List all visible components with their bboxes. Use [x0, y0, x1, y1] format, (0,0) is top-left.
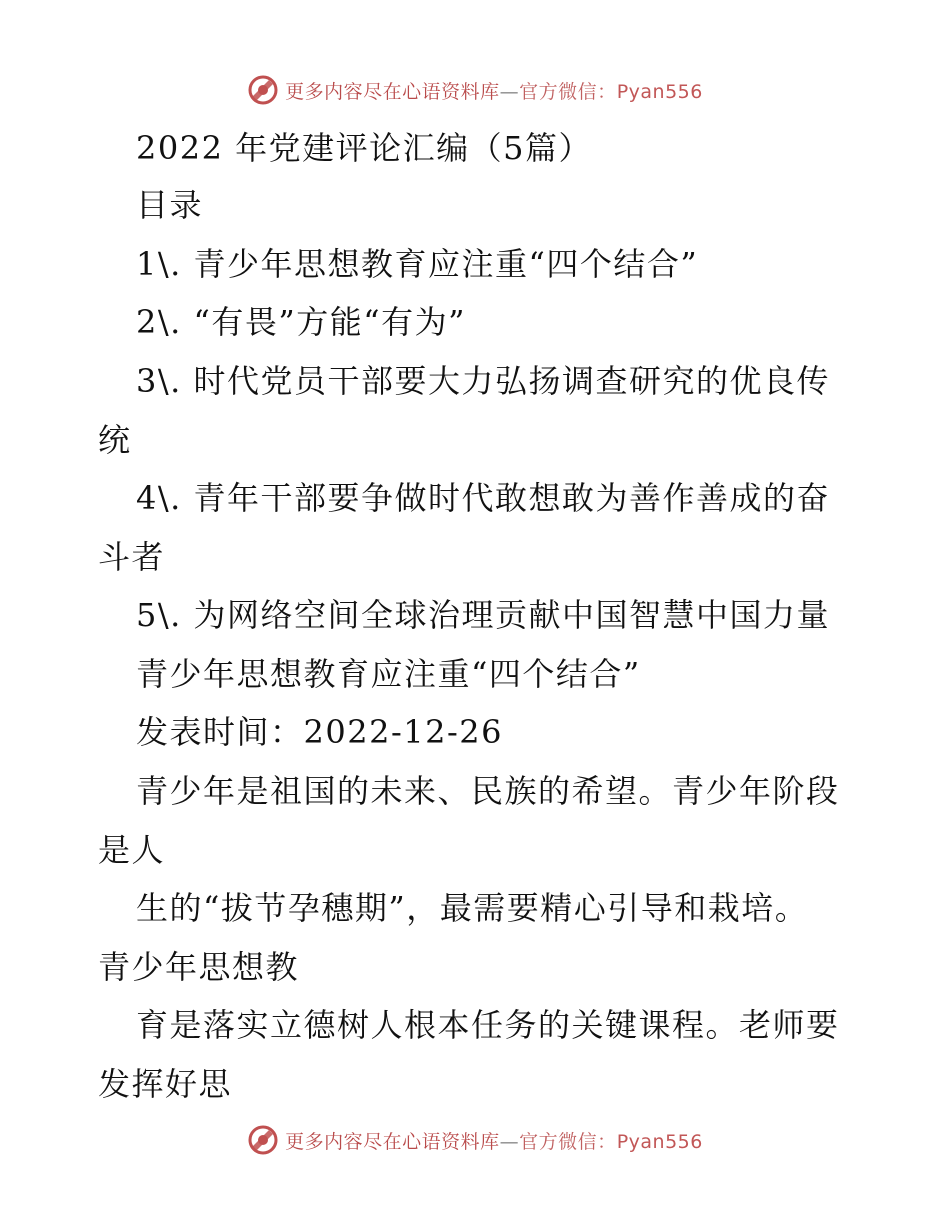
watermark-text: 更多内容尽在心语资料库—官方微信：Pyan556 [285, 1130, 703, 1153]
body-paragraph-line: 育是落实立德树人根本任务的关键课程。老师要 [136, 1006, 840, 1044]
body-paragraph-line: 是人 [98, 831, 166, 869]
toc-item: 4\. 青年干部要争做时代敢想敢为善作善成的奋 [136, 479, 830, 517]
toc-item-continuation: 斗者 [98, 538, 166, 576]
toc-item-continuation: 统 [98, 421, 132, 459]
toc-item: 1\. 青少年思想教育应注重“四个结合” [136, 245, 699, 283]
body-paragraph-line: 青少年思想教 [98, 948, 300, 986]
body-paragraph-line: 青少年是祖国的未来、民族的希望。青少年阶段 [136, 772, 840, 810]
toc-item: 2\. “有畏”方能“有为” [136, 303, 466, 341]
header-watermark [0, 70, 950, 110]
publish-date: 发表时间：2022-12-26 [136, 713, 504, 751]
body-paragraph-line: 发挥好思 [98, 1065, 233, 1103]
document-title: 2022 年党建评论汇编（5篇） [136, 129, 592, 167]
footer-watermark [0, 1120, 950, 1160]
body-paragraph-line: 生的“拔节孕穗期”，最需要精心引导和栽培。 [136, 889, 809, 927]
watermark-text: 更多内容尽在心语资料库—官方微信：Pyan556 [285, 80, 703, 103]
article-title: 青少年思想教育应注重“四个结合” [136, 655, 641, 693]
toc-heading: 目录 [136, 186, 204, 224]
brand-logo-icon [247, 74, 279, 106]
toc-item: 5\. 为网络空间全球治理贡献中国智慧中国力量 [136, 596, 830, 634]
toc-item: 3\. 时代党员干部要大力弘扬调查研究的优良传 [136, 362, 830, 400]
brand-logo-icon [247, 1124, 279, 1156]
